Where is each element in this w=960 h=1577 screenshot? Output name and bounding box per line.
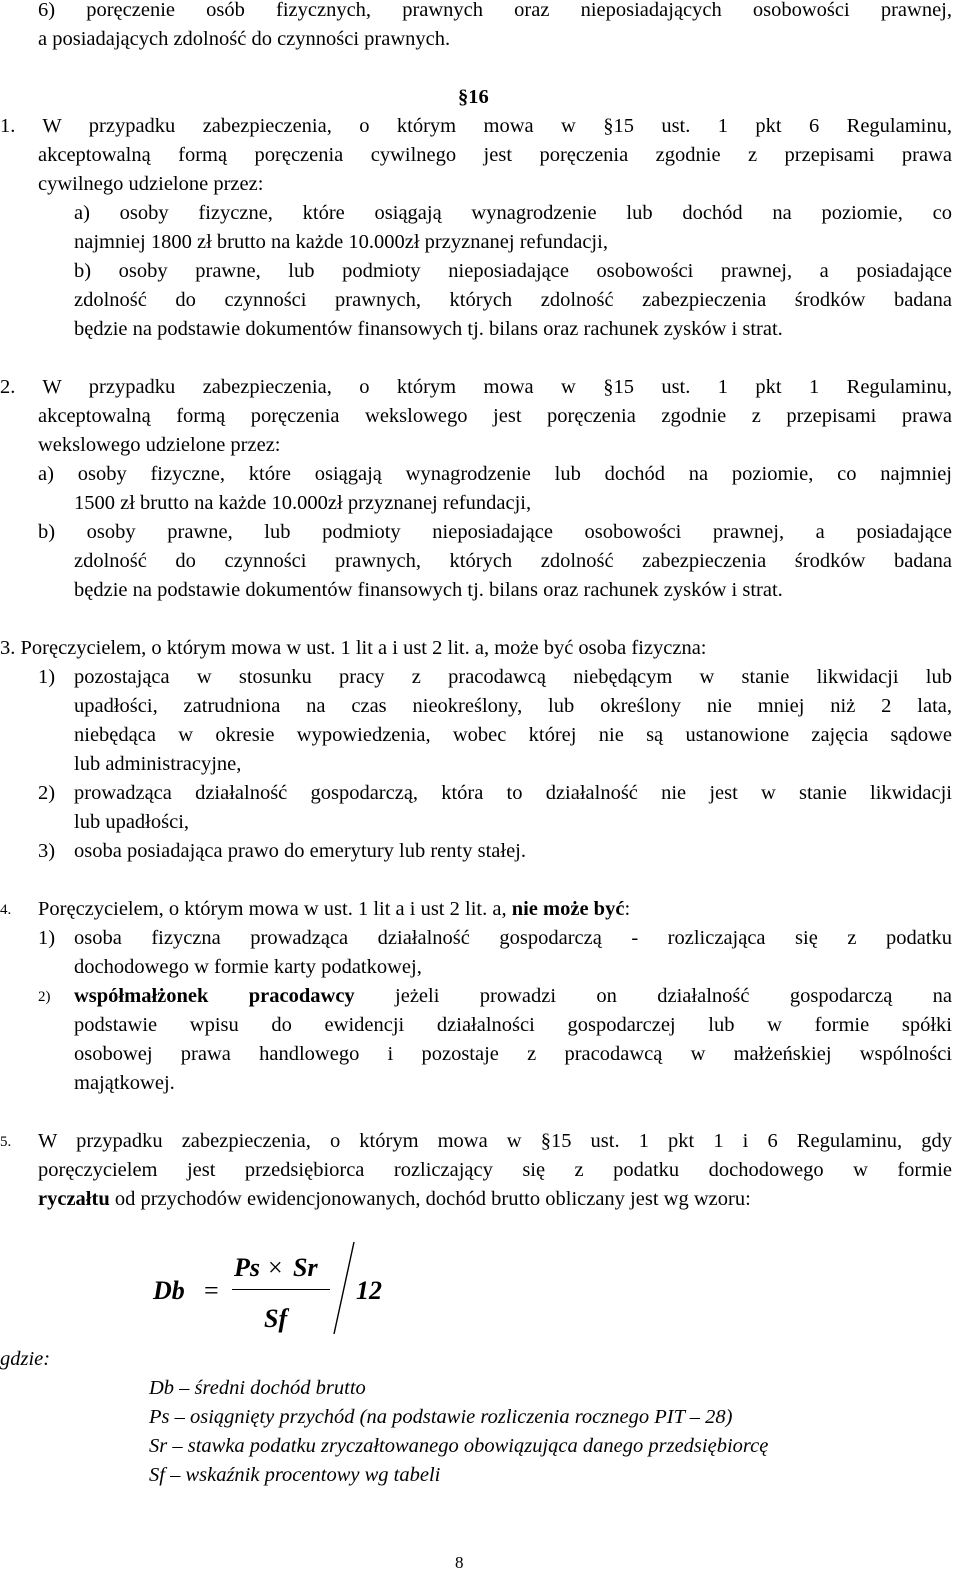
item3-heading: 3. Poręczycielem, o którym mowa w ust. 1 lit a i ust 2 lit. a, może być osoba fizyczna: <box>0 637 707 659</box>
item5-num: 5. <box>0 1134 12 1150</box>
legend-ps: Ps – osiągnięty przychód (na podstawie rozliczenia rocznego PIT – 28) <box>149 1406 733 1428</box>
item2-line2: akceptowalną formą poręczenia wekslowego jest poręczenia zgodnie z przepisami prawa <box>38 405 952 427</box>
item5-line2: poręczycielem jest przedsiębiorca rozliczający się z podatku dochodowego w formie <box>38 1159 952 1181</box>
legend-label: gdzie: <box>0 1348 51 1370</box>
item5-line1: W przypadku zabezpieczenia, o którym mowa w §15 ust. 1 pkt 1 i 6 Regulaminu, gdy <box>38 1130 952 1152</box>
section-6-line1: 6) poręczenie osób fizycznych, prawnych oraz nieposiadających osobowości prawnej, <box>38 0 952 21</box>
item4-heading <box>38 895 630 924</box>
item4-num: 4. <box>0 902 12 918</box>
item4-p2-line4: majątkowej. <box>74 1072 175 1094</box>
item1-b-line2: zdolność do czynności prawnych, których zdolność zabezpieczenia środków badana <box>74 289 952 311</box>
item4-p2-bold: współmałżonek pracodawcy <box>74 985 355 1007</box>
section-6-line2: a posiadających zdolność do czynności prawnych. <box>38 28 451 50</box>
item4-p1-line2: dochodowego w formie karty podatkowej, <box>74 956 422 978</box>
paragraph-heading: §16 <box>458 86 489 108</box>
item4-p2-line2: podstawie wpisu do ewidencji działalności gospodarczej lub w formie spółki <box>74 1014 952 1036</box>
item1-line3: cywilnego udzielone przez: <box>38 173 264 195</box>
item3-p1-num: 1) <box>38 666 56 688</box>
item2-b-line1: b) osoby prawne, lub podmioty nieposiadające osobowości prawnej, a posiadające <box>38 521 952 543</box>
formula-lhs: Db <box>153 1276 185 1305</box>
item4-p2-line1 <box>74 982 952 1011</box>
item1-line1: 1. W przypadku zabezpieczenia, o którym mowa w §15 ust. 1 pkt 6 Regulaminu, <box>0 115 952 137</box>
item4-p2-num: 2) <box>38 989 51 1005</box>
formula-divisor: 12 <box>356 1276 382 1305</box>
item3-p1-line1: pozostająca w stosunku pracy z pracodawcą niebędącym w stanie likwidacji lub <box>74 666 952 688</box>
item4-heading-bold: nie może być <box>511 898 625 920</box>
item5-line3-rest: od przychodów ewidencjonowanych, dochód brutto obliczany jest wg wzoru: <box>109 1188 751 1210</box>
division-slash <box>332 1240 356 1336</box>
item4-p1-num: 1) <box>38 927 56 949</box>
item1-a-line2: najmniej 1800 zł brutto na każde 10.000zł przyznanej refundacji, <box>74 231 608 253</box>
item1-line2: akceptowalną formą poręczenia cywilnego jest poręczenia zgodnie z przepisami prawa <box>38 144 952 166</box>
item5-bold-ryczalt: ryczałtu <box>38 1188 110 1210</box>
page-number: 8 <box>455 1553 464 1572</box>
item3-p3-num: 3) <box>38 840 56 862</box>
legend-sr: Sr – stawka podatku zryczałtowanego obowiązująca danego przedsiębiorcę <box>149 1435 769 1457</box>
item4-p2-line1-rest: jeżeli prowadzi on działalność gospodarczą na <box>354 985 952 1007</box>
formula-times: × <box>268 1253 283 1282</box>
item2-line3: wekslowego udzielone przez: <box>38 434 281 456</box>
fraction-bar <box>232 1289 330 1290</box>
item4-heading-text: Poręczycielem, o którym mowa w ust. 1 lit a i ust 2 lit. a, <box>38 898 512 920</box>
item3-p3-line1: osoba posiadająca prawo do emerytury lub renty stałej. <box>74 840 526 862</box>
item2-a-line2: 1500 zł brutto na każde 10.000zł przyznanej refundacji, <box>74 492 532 514</box>
item5-line3 <box>38 1185 751 1214</box>
formula-denominator-sf: Sf <box>264 1304 288 1333</box>
item3-p2-line2: lub upadłości, <box>74 811 190 833</box>
item2-line1: 2. W przypadku zabezpieczenia, o którym mowa w §15 ust. 1 pkt 1 Regulaminu, <box>0 376 952 398</box>
item3-p2-line1: prowadząca działalność gospodarczą, która to działalność nie jest w stanie likwidacji <box>74 782 952 804</box>
formula-numerator-ps: Ps <box>234 1253 260 1282</box>
item4-p2-line3: osobowej prawa handlowego i pozostaje z pracodawcą w małżeńskiej wspólności <box>74 1043 952 1065</box>
legend-sf: Sf – wskaźnik procentowy wg tabeli <box>149 1464 441 1486</box>
item1-b-line3: będzie na podstawie dokumentów finansowych tj. bilans oraz rachunek zysków i strat. <box>74 318 783 340</box>
item4-p1-line1: osoba fizyczna prowadząca działalność gospodarczą - rozliczająca się z podatku <box>74 927 952 949</box>
item2-a-line1: a) osoby fizyczne, które osiągają wynagrodzenie lub dochód na poziomie, co najmniej <box>38 463 952 485</box>
item3-p1-line4: lub administracyjne, <box>74 753 242 775</box>
item2-b-line3: będzie na podstawie dokumentów finansowych tj. bilans oraz rachunek zysków i strat. <box>74 579 783 601</box>
item3-p1-line2: upadłości, zatrudniona na czas nieokreślony, lub określony nie mniej niż 2 lata, <box>74 695 952 717</box>
formula-equals: = <box>204 1276 219 1305</box>
formula-numerator-sr: Sr <box>293 1253 318 1282</box>
item3-p2-num: 2) <box>38 782 56 804</box>
item2-b-line2: zdolność do czynności prawnych, których zdolność zabezpieczenia środków badana <box>74 550 952 572</box>
legend-db: Db – średni dochód brutto <box>149 1377 366 1399</box>
item1-b-line1: b) osoby prawne, lub podmioty nieposiadające osobowości prawnej, a posiadające <box>74 260 952 282</box>
item4-heading-end: : <box>624 898 631 920</box>
item1-a-line1: a) osoby fizyczne, które osiągają wynagrodzenie lub dochód na poziomie, co <box>74 202 952 224</box>
item3-p1-line3: niebędąca w okresie wypowiedzenia, wobec której nie są ustanowione zajęcia sądowe <box>74 724 952 746</box>
